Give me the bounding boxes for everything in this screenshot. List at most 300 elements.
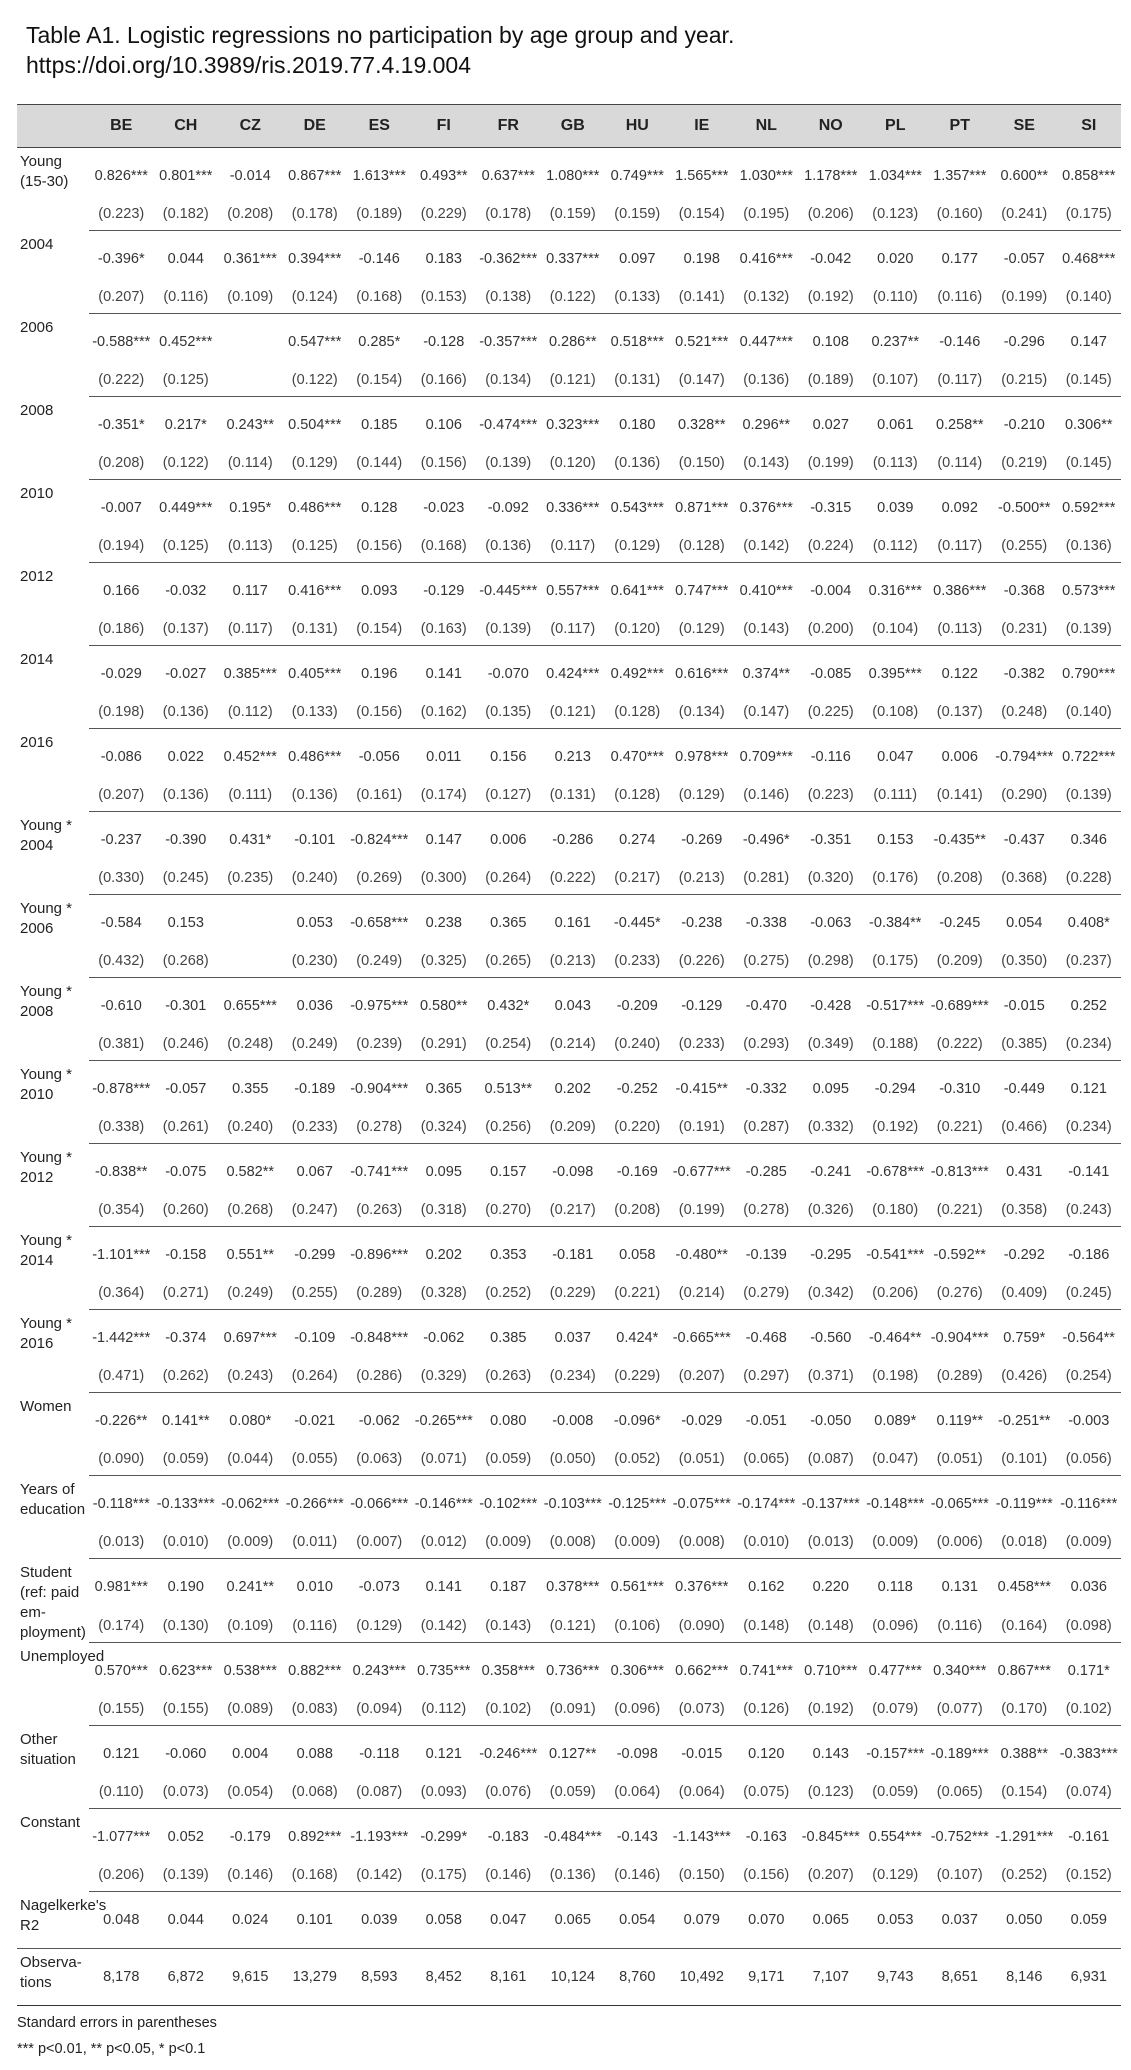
coefficient-cell: 0.573*** xyxy=(1062,583,1116,599)
coefficient-cell: 0.361*** xyxy=(223,251,277,267)
summary-cell: 8,178 xyxy=(89,1948,154,2005)
standard-error-cell: (0.426) xyxy=(992,1360,1057,1393)
standard-error-cell: (0.128) xyxy=(605,696,670,729)
coefficient-cell: 0.637*** xyxy=(481,168,535,184)
standard-error-cell: (0.281) xyxy=(734,862,799,895)
coefficient-cell: 0.662*** xyxy=(675,1663,729,1679)
coefficient-cell: 0.826*** xyxy=(94,168,148,184)
coefficient-cell: -0.241 xyxy=(810,1164,852,1180)
standard-error-cell: (0.207) xyxy=(89,281,154,314)
coefficient-cell: -0.299 xyxy=(294,1247,336,1263)
coefficient-cell: -0.238 xyxy=(681,915,723,931)
coefficient-cell: 0.296** xyxy=(742,417,791,433)
standard-error-cell: (0.137) xyxy=(928,696,993,729)
standard-error-cell: (0.260) xyxy=(154,1194,219,1227)
row-label: 2010 xyxy=(20,484,54,502)
standard-error-cell: (0.125) xyxy=(154,364,219,397)
coefficient-cell: 0.043 xyxy=(554,998,591,1014)
standard-error-cell: (0.241) xyxy=(992,198,1057,231)
standard-error-cell: (0.006) xyxy=(928,1526,993,1559)
table-row xyxy=(17,480,1121,531)
standard-error-cell: (0.208) xyxy=(928,862,993,895)
coefficient-cell: -0.056 xyxy=(358,749,400,765)
table-row xyxy=(17,646,1121,697)
coefficient-cell: -0.128 xyxy=(423,334,465,350)
column-header-de: DE xyxy=(283,105,348,148)
coefficient-cell: -0.541*** xyxy=(866,1247,925,1263)
standard-error-cell: (0.234) xyxy=(541,1360,606,1393)
coefficient-cell: 0.153 xyxy=(877,832,914,848)
table-row-standard-errors xyxy=(17,1443,1121,1476)
coefficient-cell: -0.246*** xyxy=(479,1746,538,1762)
coefficient-cell: 0.365 xyxy=(490,915,527,931)
table-row-standard-errors xyxy=(17,281,1121,314)
coefficient-cell: 0.006 xyxy=(490,832,527,848)
coefficient-cell: 0.187 xyxy=(490,1579,527,1596)
standard-error-cell: (0.217) xyxy=(541,1194,606,1227)
coefficient-cell: -0.445* xyxy=(613,915,661,931)
summary-cell: 9,171 xyxy=(734,1948,799,2005)
standard-error-cell: (0.063) xyxy=(347,1443,412,1476)
standard-error-cell: (0.013) xyxy=(799,1526,864,1559)
coefficient-cell: -0.428 xyxy=(810,998,852,1014)
coefficient-cell: -0.075*** xyxy=(672,1496,731,1512)
standard-error-cell: (0.178) xyxy=(283,198,348,231)
coefficient-cell: -0.098 xyxy=(552,1164,594,1180)
coefficient-cell: -0.368 xyxy=(1003,583,1045,599)
coefficient-cell: 0.117 xyxy=(232,583,268,599)
standard-error-cell: (0.264) xyxy=(476,862,541,895)
standard-error-cell: (0.223) xyxy=(799,779,864,812)
coefficient-cell: -0.588*** xyxy=(92,334,151,350)
coefficient-cell: 0.616*** xyxy=(675,666,729,682)
summary-cell: 8,593 xyxy=(347,1948,412,2005)
coefficient-cell: -0.269 xyxy=(681,832,723,848)
coefficient-cell: 0.080 xyxy=(490,1413,527,1429)
standard-error-cell: (0.068) xyxy=(283,1776,348,1809)
coefficient-cell: -0.062*** xyxy=(221,1496,280,1512)
summary-cell: 0.058 xyxy=(412,1892,477,1949)
standard-error-cell: (0.154) xyxy=(347,613,412,646)
coefficient-cell: -0.102*** xyxy=(479,1496,538,1512)
standard-error-cell: (0.247) xyxy=(283,1194,348,1227)
standard-error-cell: (0.134) xyxy=(670,696,735,729)
coefficient-cell: -0.015 xyxy=(681,1746,723,1762)
standard-error-cell: (0.077) xyxy=(928,1693,993,1726)
coefficient-cell: -0.096* xyxy=(613,1413,661,1429)
standard-error-cell: (0.175) xyxy=(863,945,928,978)
standard-error-cell: (0.133) xyxy=(283,696,348,729)
column-header-se: SE xyxy=(992,105,1057,148)
standard-error-cell: (0.182) xyxy=(154,198,219,231)
row-label: Young * 2010 xyxy=(20,1065,73,1103)
standard-error-cell: (0.222) xyxy=(541,862,606,895)
summary-cell: 0.054 xyxy=(605,1892,670,1949)
standard-error-cell: (0.318) xyxy=(412,1194,477,1227)
table-row-standard-errors xyxy=(17,1194,1121,1227)
standard-error-cell: (0.090) xyxy=(670,1610,735,1643)
coefficient-cell: 0.237** xyxy=(871,334,920,350)
row-label: Unemployed xyxy=(20,1647,105,1665)
standard-error-cell: (0.059) xyxy=(541,1776,606,1809)
coefficient-cell: -0.677*** xyxy=(672,1164,731,1180)
standard-error-cell: (0.152) xyxy=(1057,1859,1122,1892)
coefficient-cell: 0.121 xyxy=(1070,1081,1107,1097)
coefficient-cell: -0.678*** xyxy=(866,1164,925,1180)
coefficient-cell: 0.088 xyxy=(296,1746,333,1762)
standard-error-cell: (0.148) xyxy=(799,1610,864,1643)
notes-significance: *** p<0.01, ** p<0.05, * p<0.1 xyxy=(17,2041,206,2057)
standard-error-cell: (0.200) xyxy=(799,613,864,646)
coefficient-cell: 0.286** xyxy=(548,334,597,350)
coefficient-cell: 0.036 xyxy=(1070,1579,1107,1596)
column-header-cz: CZ xyxy=(218,105,283,148)
coefficient-cell: -0.029 xyxy=(100,666,142,682)
standard-error-cell: (0.209) xyxy=(928,945,993,978)
coefficient-cell: -0.357*** xyxy=(479,334,538,350)
coefficient-cell: -0.824*** xyxy=(350,832,409,848)
standard-error-cell: (0.120) xyxy=(541,447,606,480)
coefficient-cell: 0.306*** xyxy=(610,1663,664,1679)
table-row-standard-errors xyxy=(17,364,1121,397)
coefficient-cell: -0.021 xyxy=(294,1413,336,1429)
table-row-standard-errors xyxy=(17,945,1121,978)
standard-error-cell: (0.208) xyxy=(89,447,154,480)
coefficient-cell: 0.697*** xyxy=(223,1330,277,1346)
coefficient-cell: 0.978*** xyxy=(675,749,729,765)
standard-error-cell: (0.065) xyxy=(928,1776,993,1809)
row-label: Young * 2006 xyxy=(20,899,73,937)
standard-error-cell: (0.156) xyxy=(347,696,412,729)
standard-error-cell: (0.117) xyxy=(928,530,993,563)
standard-error-cell: (0.291) xyxy=(412,1028,477,1061)
coefficient-cell: -0.338 xyxy=(745,915,787,931)
table-header-row xyxy=(17,105,1121,148)
standard-error-cell: (0.163) xyxy=(412,613,477,646)
coefficient-cell: -0.415** xyxy=(675,1081,728,1097)
row-label: Other situation xyxy=(20,1730,76,1768)
coefficient-cell: 0.180 xyxy=(619,417,656,433)
standard-error-cell: (0.113) xyxy=(218,530,283,563)
row-label: Constant xyxy=(20,1813,81,1831)
standard-error-cell: (0.221) xyxy=(605,1277,670,1310)
coefficient-cell: -0.390 xyxy=(165,832,207,848)
coefficient-cell: 0.468*** xyxy=(1062,251,1116,267)
standard-error-cell: (0.094) xyxy=(347,1693,412,1726)
standard-error-cell: (0.255) xyxy=(283,1277,348,1310)
coefficient-cell: 0.355 xyxy=(232,1081,269,1097)
standard-error-cell: (0.214) xyxy=(541,1028,606,1061)
standard-error-cell: (0.278) xyxy=(734,1194,799,1227)
regression-table-container xyxy=(17,104,1121,2006)
coefficient-cell: 0.736*** xyxy=(546,1663,600,1679)
standard-error-cell: (0.159) xyxy=(605,198,670,231)
standard-error-cell: (0.012) xyxy=(412,1526,477,1559)
coefficient-cell: 0.570*** xyxy=(94,1663,148,1679)
standard-error-cell: (0.073) xyxy=(154,1776,219,1809)
coefficient-cell: 0.424*** xyxy=(546,666,600,682)
coefficient-cell: -0.003 xyxy=(1068,1413,1110,1429)
standard-error-cell: (0.139) xyxy=(476,447,541,480)
standard-error-cell: (0.155) xyxy=(154,1693,219,1726)
coefficient-cell: 0.547*** xyxy=(288,334,342,350)
standard-error-cell: (0.065) xyxy=(734,1443,799,1476)
standard-error-cell: (0.136) xyxy=(605,447,670,480)
coefficient-cell: -0.251** xyxy=(998,1413,1051,1429)
standard-error-cell: (0.153) xyxy=(412,281,477,314)
coefficient-cell: -0.146*** xyxy=(414,1496,473,1512)
coefficient-cell: 0.067 xyxy=(296,1164,333,1180)
standard-error-cell: (0.222) xyxy=(928,1028,993,1061)
coefficient-cell: 0.722*** xyxy=(1062,749,1116,765)
coefficient-cell: 1.613*** xyxy=(352,168,406,184)
coefficient-cell: 0.867*** xyxy=(288,168,342,184)
standard-error-cell: (0.175) xyxy=(1057,198,1122,231)
coefficient-cell: 0.493** xyxy=(419,168,468,184)
coefficient-cell: -0.848*** xyxy=(350,1330,409,1346)
table-row xyxy=(17,978,1121,1029)
table-row-summary xyxy=(17,1948,1121,2005)
coefficient-cell: -0.062 xyxy=(423,1330,465,1346)
coefficient-cell: -0.007 xyxy=(100,500,142,516)
coefficient-cell: -0.119*** xyxy=(995,1496,1053,1512)
coefficient-cell: -0.362*** xyxy=(479,251,538,267)
standard-error-cell: (0.199) xyxy=(670,1194,735,1227)
coefficient-cell: 0.011 xyxy=(426,749,462,765)
table-title xyxy=(26,20,734,80)
coefficient-cell: -0.143 xyxy=(616,1829,658,1845)
standard-error-cell: (0.116) xyxy=(154,281,219,314)
standard-error-cell: (0.207) xyxy=(799,1859,864,1892)
coefficient-cell: 0.543*** xyxy=(610,500,664,516)
coefficient-cell: 0.790*** xyxy=(1062,666,1116,682)
standard-error-cell: (0.123) xyxy=(799,1776,864,1809)
coefficient-cell: 0.121 xyxy=(425,1746,462,1762)
coefficient-cell: 0.131 xyxy=(941,1579,978,1596)
coefficient-cell: -1.291*** xyxy=(995,1829,1054,1845)
standard-error-cell: (0.223) xyxy=(89,198,154,231)
coefficient-cell: 0.521*** xyxy=(675,334,729,350)
coefficient-cell: -0.092 xyxy=(487,500,529,516)
standard-error-cell: (0.150) xyxy=(670,1859,735,1892)
summary-cell: 0.070 xyxy=(734,1892,799,1949)
standard-error-cell: (0.150) xyxy=(670,447,735,480)
coefficient-cell: 0.452*** xyxy=(159,334,213,350)
coefficient-cell: 0.156 xyxy=(490,749,527,765)
coefficient-cell: -0.139 xyxy=(745,1247,787,1263)
standard-error-cell: (0.290) xyxy=(992,779,1057,812)
coefficient-cell: -0.237 xyxy=(100,832,142,848)
coefficient-cell: 0.004 xyxy=(232,1746,269,1762)
standard-error-cell: (0.122) xyxy=(283,364,348,397)
table-row xyxy=(17,563,1121,614)
coefficient-cell: 0.054 xyxy=(1006,915,1043,931)
standard-error-cell: (0.233) xyxy=(605,945,670,978)
coefficient-cell: -0.560 xyxy=(810,1330,852,1346)
coefficient-cell: 0.486*** xyxy=(288,749,342,765)
coefficient-cell: 1.357*** xyxy=(933,168,987,184)
coefficient-cell: -0.564** xyxy=(1062,1330,1115,1346)
standard-error-cell: (0.112) xyxy=(412,1693,477,1726)
standard-error-cell: (0.129) xyxy=(605,530,670,563)
row-label: Student (ref: paid em-ployment) xyxy=(20,1563,86,1641)
standard-error-cell: (0.107) xyxy=(928,1859,993,1892)
coefficient-cell: 0.241** xyxy=(226,1579,275,1596)
coefficient-cell: 0.759* xyxy=(1003,1330,1046,1346)
coefficient-cell: -0.435** xyxy=(933,832,986,848)
standard-error-cell: (0.159) xyxy=(541,198,606,231)
standard-error-cell: (0.324) xyxy=(412,1111,477,1144)
coefficient-cell: -0.189*** xyxy=(930,1746,989,1762)
standard-error-cell: (0.102) xyxy=(476,1693,541,1726)
coefficient-cell: 0.128 xyxy=(361,500,398,516)
coefficient-cell: -0.023 xyxy=(423,500,465,516)
coefficient-cell: -0.449 xyxy=(1003,1081,1045,1097)
standard-error-cell: (0.338) xyxy=(89,1111,154,1144)
coefficient-cell: -0.116*** xyxy=(1060,1496,1118,1512)
coefficient-cell: 0.554*** xyxy=(868,1829,922,1845)
coefficient-cell: 0.306** xyxy=(1064,417,1113,433)
standard-error-cell: (0.145) xyxy=(1057,447,1122,480)
standard-error-cell: (0.140) xyxy=(1057,696,1122,729)
standard-error-cell: (0.268) xyxy=(218,1194,283,1227)
coefficient-cell: 0.108 xyxy=(812,334,849,350)
coefficient-cell: 0.213 xyxy=(554,749,591,765)
row-label: Women xyxy=(20,1397,72,1415)
standard-error-cell: (0.239) xyxy=(347,1028,412,1061)
column-header-fi: FI xyxy=(412,105,477,148)
standard-error-cell: (0.087) xyxy=(799,1443,864,1476)
coefficient-cell: -0.133*** xyxy=(156,1496,215,1512)
standard-error-cell: (0.009) xyxy=(476,1526,541,1559)
standard-error-cell: (0.144) xyxy=(347,447,412,480)
standard-error-cell: (0.217) xyxy=(605,862,670,895)
table-row xyxy=(17,895,1121,946)
coefficient-cell: 0.027 xyxy=(812,417,849,433)
coefficient-cell: 0.385*** xyxy=(223,666,277,682)
coefficient-cell: 0.358*** xyxy=(481,1663,535,1679)
summary-cell: 9,615 xyxy=(218,1948,283,2005)
standard-error-cell: (0.164) xyxy=(992,1610,1057,1643)
standard-error-cell: (0.129) xyxy=(863,1859,928,1892)
standard-error-cell: (0.007) xyxy=(347,1526,412,1559)
coefficient-cell: 0.710*** xyxy=(804,1663,858,1679)
standard-error-cell: (0.116) xyxy=(928,281,993,314)
coefficient-cell: -0.209 xyxy=(616,998,658,1014)
coefficient-cell: -0.480** xyxy=(675,1247,728,1263)
coefficient-cell: -0.137*** xyxy=(801,1496,860,1512)
standard-error-cell: (0.381) xyxy=(89,1028,154,1061)
coefficient-cell: 0.185 xyxy=(361,417,398,433)
standard-error-cell: (0.207) xyxy=(89,779,154,812)
standard-error-cell: (0.101) xyxy=(992,1443,1057,1476)
coefficient-cell: 0.336*** xyxy=(546,500,600,516)
coefficient-cell: -0.065*** xyxy=(930,1496,989,1512)
standard-error-cell: (0.191) xyxy=(670,1111,735,1144)
coefficient-cell: -0.332 xyxy=(745,1081,787,1097)
standard-error-cell: (0.189) xyxy=(347,198,412,231)
standard-error-cell: (0.130) xyxy=(154,1610,219,1643)
table-row-standard-errors xyxy=(17,1277,1121,1310)
coefficient-cell: -1.193*** xyxy=(350,1829,409,1845)
notes-standard-errors: Standard errors in parentheses xyxy=(17,2015,217,2031)
coefficient-cell: 0.858*** xyxy=(1062,168,1116,184)
coefficient-cell: 0.127** xyxy=(548,1746,597,1762)
standard-error-cell: (0.139) xyxy=(1057,779,1122,812)
standard-error-cell: (0.117) xyxy=(541,613,606,646)
coefficient-cell: 0.801*** xyxy=(159,168,213,184)
standard-error-cell: (0.221) xyxy=(928,1194,993,1227)
coefficient-cell: -0.181 xyxy=(552,1247,594,1263)
standard-error-cell: (0.234) xyxy=(1057,1111,1122,1144)
standard-error-cell: (0.178) xyxy=(476,198,541,231)
table-row xyxy=(17,231,1121,282)
coefficient-cell: -0.584 xyxy=(100,915,142,931)
row-label: 2006 xyxy=(20,318,54,336)
coefficient-cell: 0.092 xyxy=(941,500,978,516)
standard-error-cell: (0.083) xyxy=(283,1693,348,1726)
table-row-standard-errors xyxy=(17,1028,1121,1061)
standard-error-cell: (0.235) xyxy=(218,862,283,895)
standard-error-cell: (0.199) xyxy=(992,281,1057,314)
coefficient-cell: -0.299* xyxy=(420,1829,468,1845)
row-label: Young (15-30) xyxy=(20,153,69,190)
coefficient-cell: -0.295 xyxy=(810,1247,852,1263)
standard-error-cell xyxy=(218,945,283,978)
standard-error-cell: (0.122) xyxy=(541,281,606,314)
coefficient-cell: -0.042 xyxy=(810,251,852,267)
coefficient-cell: 0.220 xyxy=(812,1579,849,1596)
standard-error-cell: (0.090) xyxy=(89,1443,154,1476)
coefficient-cell: -0.382 xyxy=(1003,666,1045,682)
coefficient-cell: -0.813*** xyxy=(930,1164,989,1180)
coefficient-cell: -0.129 xyxy=(681,998,723,1014)
standard-error-cell: (0.131) xyxy=(605,364,670,397)
column-header-hu: HU xyxy=(605,105,670,148)
summary-cell: 0.039 xyxy=(347,1892,412,1949)
coefficient-cell: 0.337*** xyxy=(546,251,600,267)
coefficient-cell: 0.238 xyxy=(425,915,462,931)
standard-error-cell: (0.131) xyxy=(541,779,606,812)
table-row xyxy=(17,1559,1121,1610)
standard-error-cell: (0.143) xyxy=(476,1610,541,1643)
standard-error-cell: (0.162) xyxy=(412,696,477,729)
coefficient-cell: -0.118*** xyxy=(92,1496,150,1512)
standard-error-cell: (0.199) xyxy=(799,447,864,480)
coefficient-cell: -0.592** xyxy=(933,1247,986,1263)
table-row xyxy=(17,1726,1121,1777)
standard-error-cell: (0.300) xyxy=(412,862,477,895)
row-label: Young * 2012 xyxy=(20,1148,73,1186)
coefficient-cell: -0.252 xyxy=(616,1081,658,1097)
standard-error-cell: (0.008) xyxy=(541,1526,606,1559)
standard-error-cell: (0.051) xyxy=(928,1443,993,1476)
coefficient-cell: -0.109 xyxy=(294,1330,336,1346)
standard-error-cell: (0.198) xyxy=(89,696,154,729)
coefficient-cell: -0.517*** xyxy=(866,998,925,1014)
coefficient-cell: 0.080* xyxy=(229,1413,272,1429)
standard-error-cell: (0.287) xyxy=(734,1111,799,1144)
coefficient-cell: 0.395*** xyxy=(868,666,922,682)
coefficient-cell: 0.323*** xyxy=(546,417,600,433)
standard-error-cell: (0.114) xyxy=(218,447,283,480)
standard-error-cell: (0.129) xyxy=(670,779,735,812)
standard-error-cell: (0.110) xyxy=(863,281,928,314)
coefficient-cell: 0.183 xyxy=(425,251,462,267)
column-header-pl: PL xyxy=(863,105,928,148)
coefficient-cell: 0.365 xyxy=(425,1081,462,1097)
table-row-standard-errors xyxy=(17,530,1121,563)
